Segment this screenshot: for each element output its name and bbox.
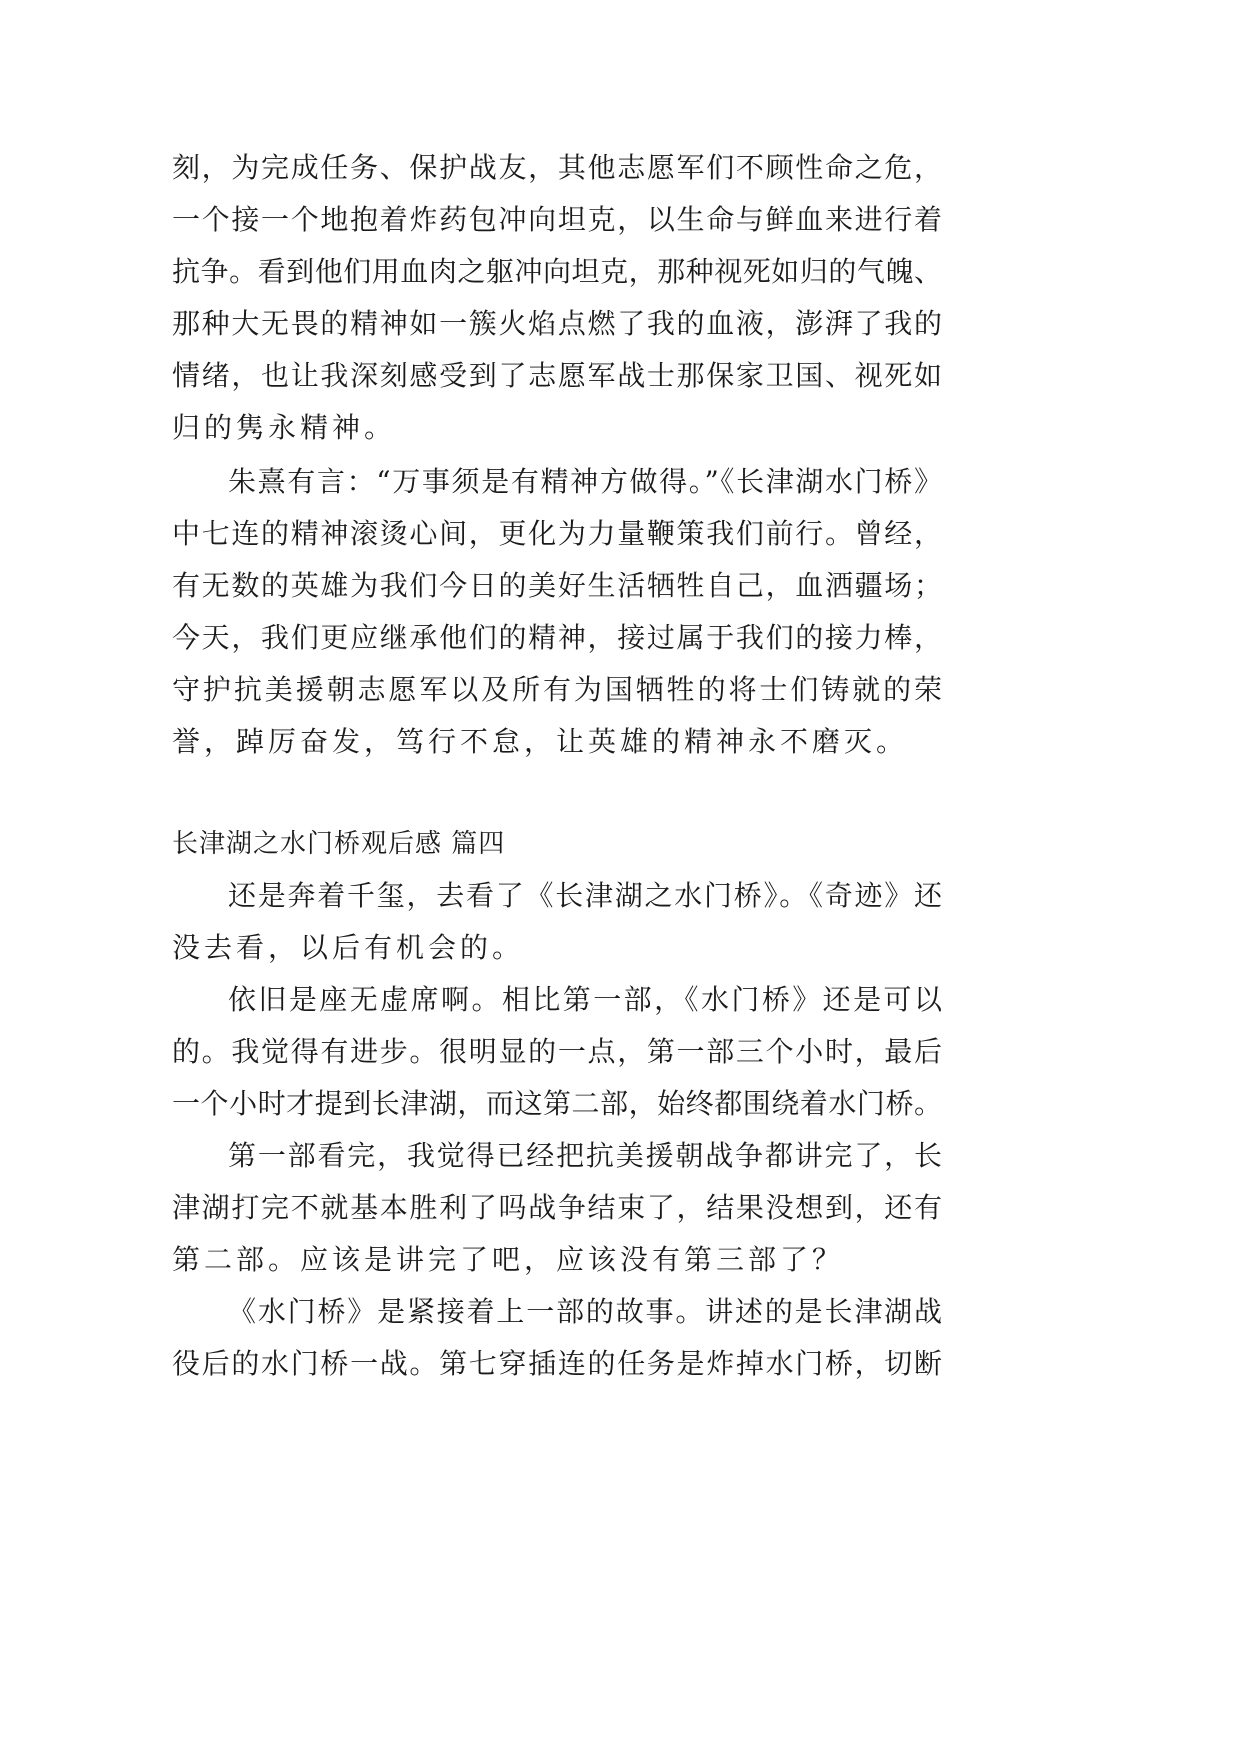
text-line: 今天，我们更应继承他们的精神，接过属于我们的接力棒， — [172, 621, 942, 654]
text-line: 一个接一个地抱着炸药包冲向坦克，以生命与鲜血来进行着 — [172, 203, 942, 236]
text-line: 那种大无畏的精神如一簇火焰点燃了我的血液，澎湃了我的 — [172, 307, 942, 340]
section-heading: 长津湖之水门桥观后感 篇四 — [172, 829, 506, 859]
text-line: 依旧是座无虚席啊。相比第一部，《水门桥》还是可以 — [228, 983, 942, 1016]
text-line: 归的隽永精神。 — [172, 411, 397, 444]
text-line: 有无数的英雄为我们今日的美好生活牺牲自己，血洒疆场； — [172, 569, 942, 602]
text-line: 没去看，以后有机会的。 — [172, 931, 525, 964]
text-line: 抗争。看到他们用血肉之躯冲向坦克，那种视死如归的气魄、 — [172, 255, 942, 288]
text-line: 情绪，也让我深刻感受到了志愿军战士那保家卫国、视死如 — [172, 359, 942, 392]
text-line: 誉，踔厉奋发，笃行不怠，让英雄的精神永不磨灭。 — [172, 725, 909, 758]
text-line: 的。我觉得有进步。很明显的一点，第一部三个小时，最后 — [172, 1035, 942, 1068]
text-line: 第二部。应该是讲完了吧，应该没有第三部了？ — [172, 1243, 845, 1276]
text-line: 役后的水门桥一战。第七穿插连的任务是炸掉水门桥，切断 — [172, 1347, 942, 1380]
text-line: 一个小时才提到长津湖，而这第二部，始终都围绕着水门桥。 — [172, 1087, 942, 1120]
text-line: 还是奔着千玺，去看了《长津湖之水门桥》。《奇迹》还 — [228, 879, 942, 912]
text-line: 《水门桥》是紧接着上一部的故事。讲述的是长津湖战 — [228, 1295, 942, 1328]
text-line: 朱熹有言：“万事须是有精神方做得。”《长津湖水门桥》 — [228, 465, 942, 498]
text-line: 刻，为完成任务、保护战友，其他志愿军们不顾性命之危， — [172, 151, 942, 184]
text-line: 中七连的精神滚烫心间，更化为力量鞭策我们前行。曾经， — [172, 517, 942, 550]
text-line: 第一部看完，我觉得已经把抗美援朝战争都讲完了，长 — [228, 1139, 942, 1172]
text-line: 守护抗美援朝志愿军以及所有为国牺牲的将士们铸就的荣 — [172, 673, 942, 706]
text-line: 津湖打完不就基本胜利了吗战争结束了，结果没想到，还有 — [172, 1191, 942, 1224]
